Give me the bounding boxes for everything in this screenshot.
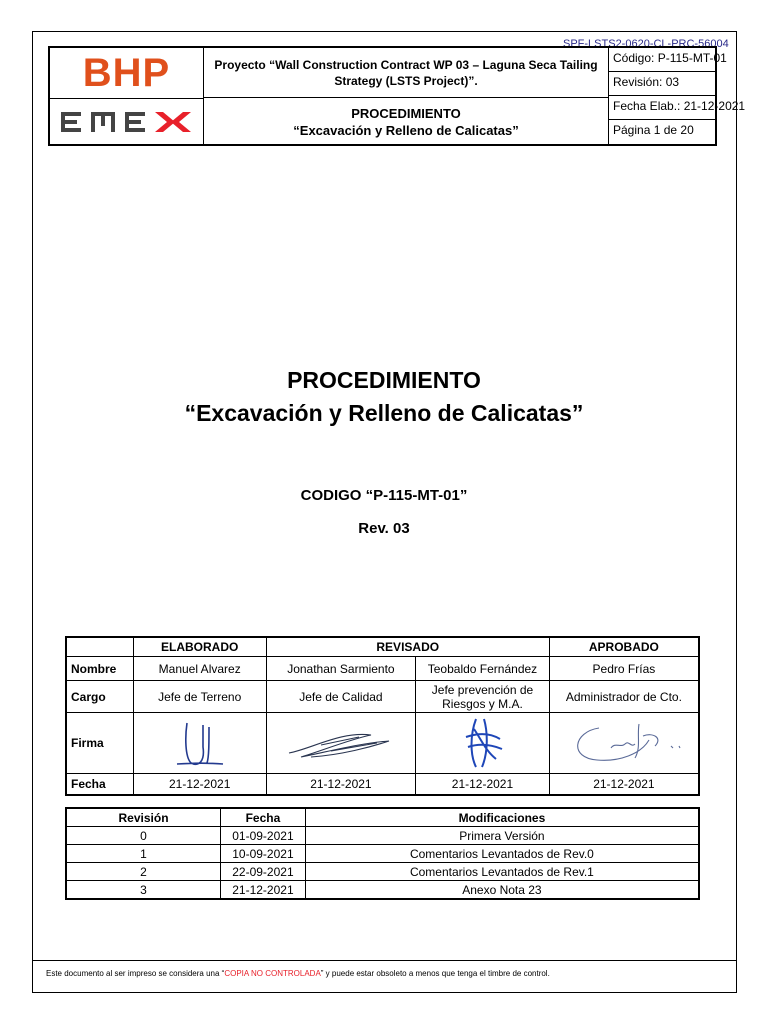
revision-modification: Primera Versión (305, 827, 699, 845)
control-stamp: SPF-LSTS2-0620-CL-PRC-56004 (563, 38, 729, 50)
nombre-cell: Pedro Frías (549, 657, 699, 681)
revision-number: 3 (66, 881, 221, 900)
nombre-cell: Manuel Alvarez (133, 657, 266, 681)
revision-date: 22-09-2021 (221, 863, 306, 881)
row-label: Fecha (66, 774, 133, 796)
revision-number: 0 (66, 827, 221, 845)
row-label: Firma (66, 713, 133, 774)
approval-row-cargo (66, 681, 699, 713)
header-revisado: REVISADO (266, 637, 549, 657)
nombre-cell: Jonathan Sarmiento (266, 657, 415, 681)
revision-table (65, 807, 700, 900)
cargo-cell: Administrador de Cto. (549, 681, 699, 713)
table-row (66, 827, 699, 845)
logo-column (50, 48, 204, 144)
approval-table (65, 636, 700, 796)
approval-row-firma (66, 713, 699, 774)
revision-number: 1 (66, 845, 221, 863)
signature-cell (266, 713, 415, 774)
emex-logo-mark (59, 110, 195, 134)
document-header (48, 46, 746, 146)
revision-date: 21-12-2021 (221, 881, 306, 900)
revision-number: 2 (66, 863, 221, 881)
header-elaborado: ELABORADO (133, 637, 266, 657)
signature-sarmiento (281, 721, 401, 765)
revision-header-cell: Fecha (221, 808, 306, 827)
revision-date: 01-09-2021 (221, 827, 306, 845)
table-row (66, 881, 699, 900)
main-subtitle: “Excavación y Relleno de Calicatas” (184, 400, 584, 426)
meta-codigo: Código: P-115-MT-01 (609, 48, 715, 72)
fecha-cell: 21-12-2021 (266, 774, 415, 796)
document-code: CODIGO “P-115-MT-01” (300, 487, 468, 504)
approval-corner (66, 637, 133, 657)
fecha-cell: 21-12-2021 (549, 774, 699, 796)
header-aprobado: APROBADO (549, 637, 699, 657)
signature-alvarez (165, 717, 235, 769)
fecha-cell: 21-12-2021 (133, 774, 266, 796)
signature-frias (559, 718, 689, 768)
bhp-logo (50, 48, 203, 99)
row-label: Cargo (66, 681, 133, 713)
document-meta (609, 48, 746, 144)
revision-modification: Comentarios Levantados de Rev.0 (305, 845, 699, 863)
signature-cell (416, 713, 550, 774)
revision-header-row (66, 808, 699, 827)
bhp-logo-text: BHP (82, 50, 171, 95)
meta-revision: Revisión: 03 (609, 72, 715, 96)
meta-pagina: Página 1 de 20 (613, 123, 694, 137)
header-title-column (204, 48, 609, 144)
table-row (66, 845, 699, 863)
table-row (66, 863, 699, 881)
revision-header-cell: Revisión (66, 808, 221, 827)
cargo-cell: Jefe prevención de Riesgos y M.A. (416, 681, 550, 713)
signature-fernandez (452, 715, 512, 771)
procedure-title-line1: PROCEDIMIENTO (351, 105, 461, 121)
cargo-cell: Jefe de Terreno (133, 681, 266, 713)
revision-date: 10-09-2021 (221, 845, 306, 863)
footer-text-end: ” y puede estar obsoleto a menos que tenga el timbre de control. (320, 969, 550, 978)
footer-text-start: Este documento al ser impreso se considera una “ (46, 969, 225, 978)
footer-divider (32, 960, 737, 961)
procedure-title (204, 99, 608, 144)
project-title: Proyecto “Wall Construction Contract WP 03 – Laguna Seca Tailing Strategy (LSTS Project)”. (204, 48, 608, 98)
fecha-cell: 21-12-2021 (416, 774, 550, 796)
revision-header-cell: Modificaciones (305, 808, 699, 827)
row-label: Nombre (66, 657, 133, 681)
approval-row-fecha (66, 774, 699, 796)
nombre-cell: Teobaldo Fernández (416, 657, 550, 681)
meta-fecha: Fecha Elab.: 21-12-2021 (609, 96, 715, 120)
signature-cell (133, 713, 266, 774)
approval-row-nombre (66, 657, 699, 681)
signature-cell (549, 713, 699, 774)
footer-uncontrolled-copy: COPIA NO CONTROLADA (224, 969, 321, 978)
main-title: PROCEDIMIENTO (287, 367, 481, 393)
cargo-cell: Jefe de Calidad (266, 681, 415, 713)
procedure-title-line2: “Excavación y Relleno de Calicatas” (293, 122, 519, 138)
document-revision: Rev. 03 (358, 520, 410, 537)
approval-header-row (66, 637, 699, 657)
revision-modification: Anexo Nota 23 (305, 881, 699, 900)
emex-logo (50, 99, 203, 144)
footer-note (46, 969, 550, 978)
revision-modification: Comentarios Levantados de Rev.1 (305, 863, 699, 881)
